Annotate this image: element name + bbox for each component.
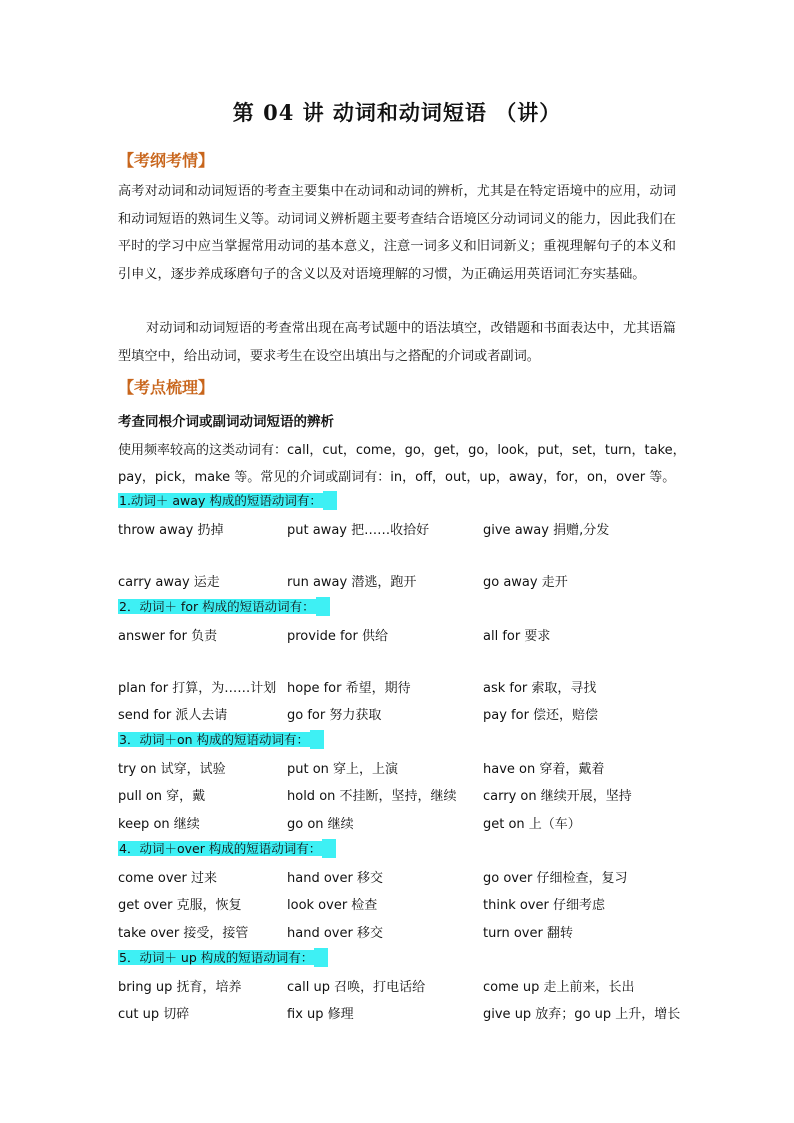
- phrase-entry: pull on 穿，戴: [118, 789, 206, 804]
- phrase-entry: send for 派人去请: [118, 708, 228, 723]
- phrase-entry: give up 放弃；go up 上升，增长: [483, 1007, 681, 1022]
- phrase-entry: put on 穿上，上演: [287, 762, 399, 777]
- phrase-row: [118, 704, 718, 724]
- phrase-entry: all for 要求: [483, 629, 551, 644]
- phrase-entry: ask for 索取，寻找: [483, 681, 597, 696]
- points-intro-line-1: [118, 439, 718, 459]
- phrase-entry: come over 过来: [118, 871, 218, 886]
- phrase-entry: take over 接受，接管: [118, 926, 249, 941]
- phrase-entry: go over 仔细检查，复习: [483, 871, 628, 886]
- section-heading-points: 【考点梳理】: [118, 378, 215, 397]
- phrase-entry: carry on 继续开展，坚持: [483, 789, 632, 804]
- phrase-entry: come up 走上前来，长出: [483, 980, 635, 995]
- phrase-entry: bring up 抚育，培养: [118, 980, 242, 995]
- phrase-row: [118, 625, 718, 645]
- phrase-entry: turn over 翻转: [483, 926, 573, 941]
- phrase-row: [118, 894, 718, 914]
- category-heading-away: 1.动词＋ away 构成的短语动词有：: [118, 491, 337, 510]
- phrase-entry: plan for 打算，为……计划: [118, 681, 277, 696]
- category-heading-for: 2．动词＋ for 构成的短语动词有：: [118, 597, 330, 616]
- phrase-entry: look over 检查: [287, 898, 378, 913]
- phrase-row: [118, 976, 718, 996]
- phrase-entry: hand over 移交: [287, 871, 383, 886]
- phrase-entry: give away 捐赠,分发: [483, 523, 610, 538]
- phrase-row: [118, 1003, 718, 1023]
- phrase-entry: throw away 扔掉: [118, 523, 224, 538]
- phrase-row: [118, 867, 718, 887]
- phrase-entry: carry away 运走: [118, 575, 220, 590]
- points-subheading: 考查同根介词或副词动词短语的辨析: [118, 414, 334, 430]
- phrase-entry: fix up 修理: [287, 1007, 354, 1022]
- phrase-entry: hold on 不挂断，坚持，继续: [287, 789, 457, 804]
- category-heading-on: 3．动词＋on 构成的短语动词有：: [118, 730, 324, 749]
- phrase-row: [118, 813, 718, 833]
- phrase-row: [118, 677, 718, 697]
- phrase-row: [118, 758, 718, 778]
- category-heading-over: 4．动词＋over 构成的短语动词有：: [118, 839, 336, 858]
- phrase-entry: call up 召唤，打电话给: [287, 980, 426, 995]
- phrase-entry: go for 努力获取: [287, 708, 382, 723]
- phrase-entry: put away 把……收拾好: [287, 523, 430, 538]
- intro-text: 使用频率较高的这类动词有：call，cut，come，go，get，go，look，put，set，turn，take，: [118, 443, 686, 458]
- page-title: 第 04 讲 动词和动词短语 （讲）: [232, 100, 562, 125]
- phrase-entry: go away 走开: [483, 575, 568, 590]
- phrase-row: [118, 785, 718, 805]
- outline-paragraph-2: 对动词和动词短语的考查常出现在高考试题中的语法填空，改错题和书面表达中，尤其语篇型填空中，给出动词，要求考生在设空出填出与之搭配的介词或者副词。: [118, 321, 676, 364]
- phrase-row: [118, 519, 718, 539]
- outline-paragraph-1: 高考对动词和动词短语的考查主要集中在动词和动词的辨析，尤其是在特定语境中的应用，动词和动词短语的熟词生义等。动词词义辨析题主要考查结合语境区分动词词义的能力，因此我们在平时的学习中应当掌握常用动词的基本意义，注意一词多义和旧词新义；重视理解句子的本义和引申义，逐步养成琢磨句子的含义以及对语境理解的习惯，为正确运用英语词汇夯实基础。: [118, 184, 676, 282]
- phrase-entry: get over 克服，恢复: [118, 898, 242, 913]
- category-heading-up: 5．动词＋ up 构成的短语动词有：: [118, 948, 328, 967]
- phrase-entry: keep on 继续: [118, 817, 200, 832]
- phrase-entry: go on 继续: [287, 817, 354, 832]
- phrase-entry: think over 仔细考虑: [483, 898, 605, 913]
- phrase-entry: pay for 偿还，赔偿: [483, 708, 599, 723]
- phrase-entry: cut up 切碎: [118, 1007, 190, 1022]
- phrase-entry: have on 穿着，戴着: [483, 762, 605, 777]
- phrase-row: [118, 922, 718, 942]
- phrase-row: [118, 571, 718, 591]
- phrase-entry: provide for 供给: [287, 629, 388, 644]
- intro-text: pay，pick，make 等。常见的介词或副词有：in，off，out，up，away，for，on，over 等。: [118, 470, 676, 485]
- phrase-entry: get on 上（车）: [483, 817, 581, 832]
- section-heading-outline: 【考纲考情】: [118, 151, 215, 170]
- phrase-entry: answer for 负责: [118, 629, 218, 644]
- points-intro-line-2: [118, 466, 718, 486]
- phrase-entry: hand over 移交: [287, 926, 383, 941]
- phrase-entry: hope for 希望，期待: [287, 681, 411, 696]
- phrase-entry: try on 试穿，试验: [118, 762, 226, 777]
- phrase-entry: run away 潜逃，跑开: [287, 575, 417, 590]
